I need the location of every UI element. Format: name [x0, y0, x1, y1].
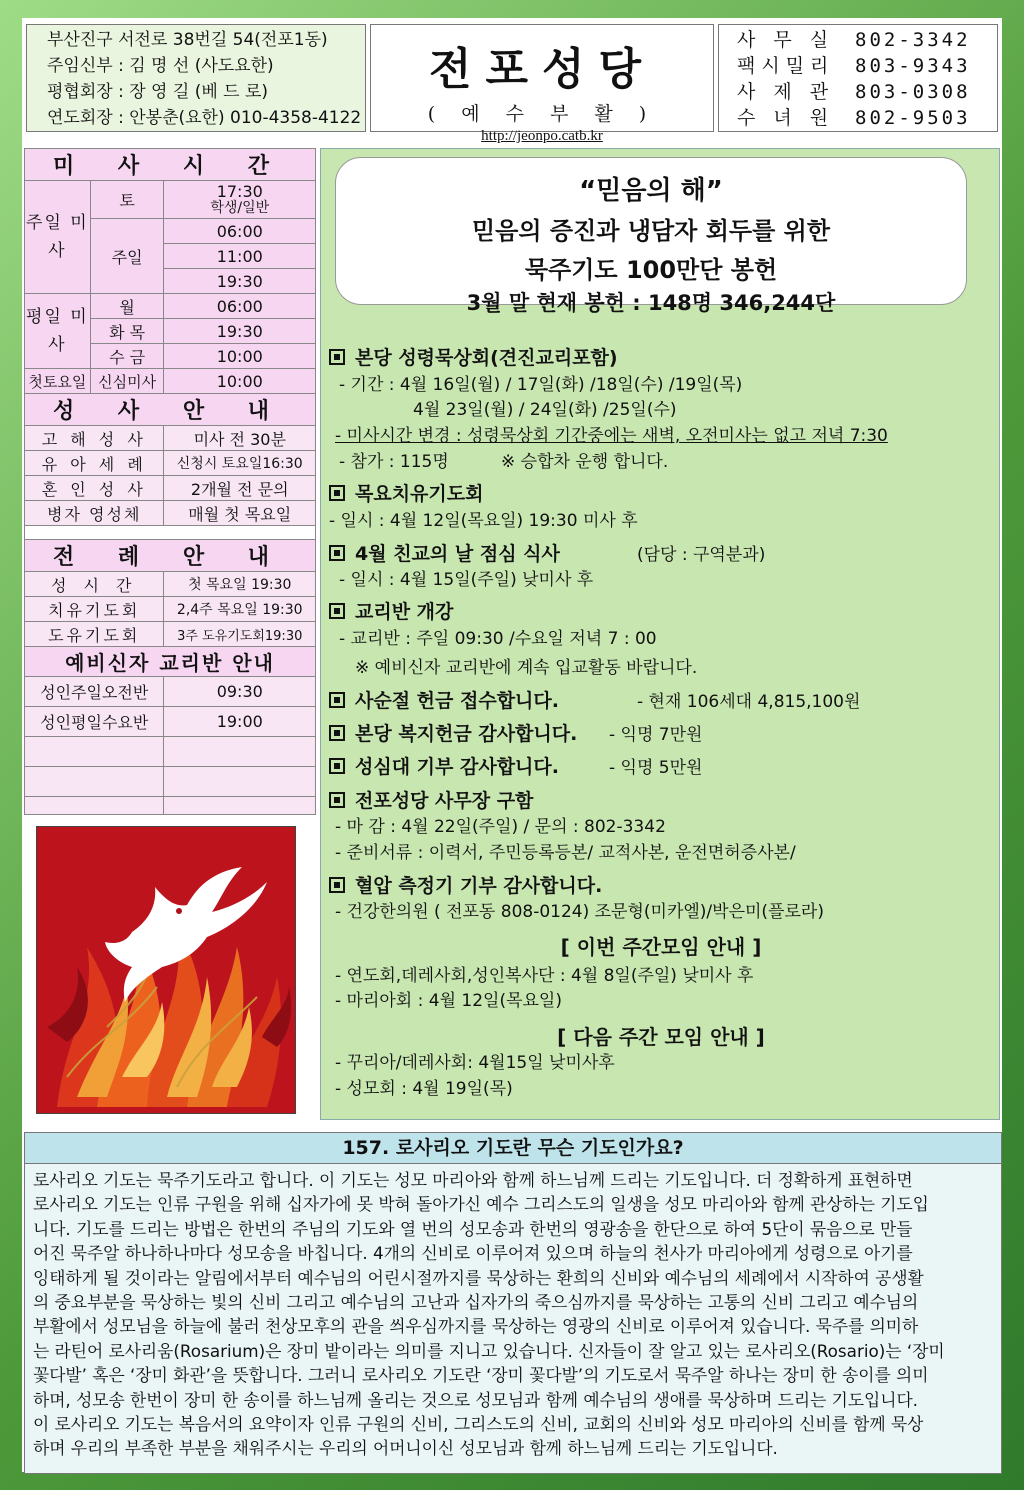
sacrament-value: 미사 전 30분	[164, 426, 316, 451]
altar-title: 성심대 기부 감사합니다.	[355, 756, 559, 778]
office-deadline: - 마 감 : 4월 22일(주일) / 문의 : 802-3342	[335, 817, 666, 837]
rosary-qa-text	[25, 1164, 1001, 1461]
rosary-text-line: 니다. 기도를 드리는 방법은 한번의 주님의 기도와 열 번의 성모송과 한번의 영광송을 한단으로 하여 5단이 묶음으로 만들	[33, 1218, 913, 1239]
liturgy-schedule	[164, 572, 316, 597]
banner-current-count: 3월 말 현재 봉헌 : 148명 346,244단	[466, 291, 836, 315]
bullet-square-icon	[329, 692, 345, 708]
catechumen-time: 19:00	[164, 707, 316, 737]
liturgy-name: 성 시 간	[25, 572, 164, 597]
phone-row	[719, 105, 997, 131]
weekday-mass-group: 평일 미사	[25, 294, 91, 369]
header-phone-box	[718, 24, 998, 132]
office-title: 전포성당 사무장 구함	[355, 790, 534, 812]
sacrament-name: 혼 인 성 사	[25, 476, 164, 501]
first-saturday-time: 10:00	[164, 369, 316, 394]
bullet-square-icon	[329, 485, 345, 501]
rosary-text-line: 꽃다발’ 혹은 ‘장미 화관’을 뜻합니다. 그러니 로사리오 기도란 ‘장미 꽃다발’의 기도로서 묵주알 하나는 장미 한 송이를 의미	[33, 1365, 929, 1386]
tue-thu-label: 화 목	[90, 319, 164, 344]
sacrament-name: 고 해 성 사	[25, 426, 164, 451]
altar-value: - 익명 5만원	[609, 758, 703, 778]
liturgy-title: 전 례 안 내	[25, 540, 316, 572]
bullet-square-icon	[329, 877, 345, 893]
next-week-item: - 성모회 : 4월 19일(목)	[335, 1079, 513, 1099]
rosary-text-line: 잉태하게 될 것이라는 알림에서부터 예수님의 어린시절까지를 묵상하는 환희의 신비와 예수님의 세례에서 시작하여 공생활	[33, 1267, 924, 1288]
empty-cell	[164, 737, 316, 767]
phone-label: 사 제 관	[737, 81, 835, 103]
pastor-line: 주임신부 : 김 명 선 (사도요한)	[47, 56, 274, 76]
header-address-box	[26, 24, 366, 132]
phone-number: 803-9343	[855, 55, 971, 77]
retreat-bus-note: ※ 승합차 운행 합니다.	[501, 452, 669, 472]
wed-fri-time: 10:00	[164, 344, 316, 369]
bullet-square-icon	[329, 349, 345, 365]
council-line: 평협회장 : 장 영 길 (베 드 로)	[47, 82, 269, 102]
this-week-item: - 마리아회 : 4월 12일(목요일)	[335, 991, 562, 1011]
phone-label: 수 녀 원	[737, 107, 835, 129]
office-heading	[329, 786, 533, 813]
bullet-square-icon	[329, 792, 345, 808]
rosary-text-line: 로사리오 기도는 인류 구원을 위해 십자가에 못 박혀 돌아가신 예수 그리스도의 일생을 성모 마리아와 함께 관상하는 기도입	[33, 1194, 929, 1215]
faith-year-banner	[335, 157, 967, 315]
catechumen-time: 09:30	[164, 677, 316, 707]
healing-title: 목요치유기도회	[355, 483, 484, 505]
healing-date: - 일시 : 4월 12일(목요일) 19:30 미사 후	[329, 511, 638, 531]
mass-schedule-title: 미 사 시 간	[25, 149, 316, 181]
schedule-table	[24, 148, 316, 815]
retreat-heading	[329, 343, 618, 370]
empty-cell	[25, 797, 164, 815]
lent-title: 사순절 헌금 접수합니다.	[355, 690, 559, 712]
header-title-box	[370, 24, 714, 144]
retreat-attendance: - 참가 : 115명	[339, 452, 449, 472]
empty-cell	[164, 767, 316, 797]
welfare-heading	[329, 719, 577, 746]
notices-panel	[320, 148, 1000, 1120]
catechumen-title: 예비신자 교리반 안내	[25, 647, 316, 677]
class-time: - 교리반 : 주일 09:30 /수요일 저녁 7 : 00	[339, 629, 657, 649]
monday-label: 월	[90, 294, 164, 319]
this-week-item: - 연도회,데레사회,성인복사단 : 4월 8일(주일) 낮미사 후	[335, 966, 754, 986]
rosary-text-line: 로사리오 기도는 묵주기도라고 합니다. 이 기도는 성모 마리아와 함께 하느님께 드리는 기도입니다. 더 정확하게 표현하면	[33, 1170, 913, 1190]
catechumen-class: 성인주일오전반	[25, 677, 164, 707]
phone-row	[719, 79, 997, 105]
sunday-mass-group: 주일 미사	[25, 181, 91, 294]
tue-thu-time: 19:30	[164, 319, 316, 344]
saturday-note: 학생/일반	[210, 199, 270, 216]
rosary-text-line: 하며, 성모송 한번이 장미 한 송이를 하느님께 올리는 것으로 성모님과 함께 예수님의 생애를 묵상하며 드리는 기도입니다.	[33, 1389, 919, 1410]
saturday-time: 17:30	[216, 181, 263, 201]
retreat-mass-change: - 미사시간 변경 : 성령묵상회 기간중에는 새벽, 오전미사는 없고 저녁 7:30	[335, 426, 888, 446]
church-name: 전포성당	[428, 44, 655, 95]
liturgy-day: 3주 도유기도회	[177, 628, 265, 644]
sacrament-name: 유 아 세 례	[25, 451, 164, 476]
lunch-heading	[329, 539, 560, 566]
lunch-title: 4월 친교의 날 점심 식사	[355, 543, 560, 565]
this-week-title: [ 이번 주간모임 안내 ]	[560, 935, 762, 959]
phone-number: 803-0308	[855, 81, 971, 103]
sunday-time: 11:00	[164, 244, 316, 269]
retreat-period-2: 4월 23일(월) / 24일(화) /25일(수)	[413, 400, 677, 420]
spacer-row	[25, 526, 316, 540]
monday-time: 06:00	[164, 294, 316, 319]
bullet-square-icon	[329, 725, 345, 741]
welfare-title: 본당 복지헌금 감사합니다.	[355, 723, 578, 745]
phone-row	[719, 53, 997, 79]
sunday-label: 주일	[90, 219, 164, 294]
class-heading	[329, 597, 453, 624]
rosary-text-line: 이 로사리오 기도는 복음서의 요약이자 인류 구원의 신비, 그리스도의 신비, 교회의 신비와 성모 마리아의 신비를 함께 묵상	[33, 1414, 924, 1435]
retreat-title: 본당 성령묵상회(견진교리포함)	[355, 347, 618, 369]
rosary-qa-box	[24, 1132, 1002, 1474]
bp-heading	[329, 871, 602, 898]
class-note: ※ 예비신자 교리반에 계속 입교활동 바랍니다.	[355, 658, 698, 678]
bp-donor: - 건강한의원 ( 전포동 808-0124) 조문형(미카엘)/박은미(플로라)	[335, 902, 824, 922]
class-title: 교리반 개강	[355, 601, 454, 623]
bp-title: 혈압 측정기 기부 감사합니다.	[355, 875, 603, 897]
office-docs: - 준비서류 : 이력서, 주민등록등본/ 교적사본, 운전면허증사본/	[335, 843, 796, 863]
wed-fri-label: 수 금	[90, 344, 164, 369]
sunday-time: 19:30	[164, 269, 316, 294]
sacrament-title: 성 사 안 내	[25, 394, 316, 426]
bullet-square-icon	[329, 545, 345, 561]
bullet-square-icon	[329, 603, 345, 619]
lunch-charge: (담당 : 구역분과)	[637, 545, 766, 565]
rosary-text-line: 의 중요부분을 묵상하는 빛의 신비 그리고 예수님의 고난과 십자가의 죽으심까지를 묵상하는 고통의 신비 그리고 예수님의	[33, 1292, 919, 1313]
sunday-time: 06:00	[164, 219, 316, 244]
altar-heading	[329, 752, 559, 779]
bullet-square-icon	[329, 758, 345, 774]
liturgy-time: 19:30	[251, 577, 292, 593]
lent-value: - 현재 106세대 4,815,100원	[637, 692, 861, 712]
saturday-time-cell	[164, 181, 316, 219]
liturgy-name: 치유기도회	[25, 597, 164, 622]
liturgy-name: 도유기도회	[25, 622, 164, 647]
sacrament-value: 신청시 토요일16:30	[164, 451, 316, 476]
sacrament-value: 매월 첫 목요일	[164, 501, 316, 526]
phone-number: 802-3342	[855, 29, 971, 51]
rosary-qa-title: 157. 로사리오 기도란 무슨 기도인가요?	[25, 1133, 1001, 1164]
liturgy-day: 2,4주 목요일	[176, 602, 258, 618]
phone-number: 802-9503	[855, 107, 971, 129]
liturgy-time: 19:30	[264, 628, 303, 644]
empty-cell	[25, 737, 164, 767]
rosary-text-line: 하며 우리의 부족한 부분을 채워주시는 우리의 어머니이신 성모님과 함께 하느님께 드리는 기도입니다.	[33, 1438, 778, 1459]
lunch-date: - 일시 : 4월 15일(주일) 낮미사 후	[339, 570, 594, 590]
phone-row	[719, 27, 997, 53]
welfare-value: - 익명 7만원	[609, 725, 703, 745]
rosary-text-line: 어진 묵주알 하나하나마다 성모송을 바칩니다. 4개의 신비로 이루어져 있으며 하늘의 천사가 마리아에게 성령으로 아기를	[33, 1243, 913, 1264]
holy-spirit-dove-image	[36, 826, 296, 1114]
address-line: 부산진구 서전로 38번길 54(전포1동)	[47, 30, 328, 50]
first-saturday-label: 첫토요일	[25, 369, 91, 394]
sacrament-value: 2개월 전 문의	[164, 476, 316, 501]
liturgy-day: 첫 목요일	[188, 577, 247, 593]
church-subtitle: ( 예 수 부 활 )	[427, 103, 657, 125]
liturgy-time: 19:30	[262, 602, 303, 618]
liturgy-schedule	[164, 597, 316, 622]
sacrament-name: 병자 영성체	[25, 501, 164, 526]
schedule-column	[24, 148, 316, 812]
saturday-label: 토	[90, 181, 164, 219]
catechumen-class: 성인평일수요반	[25, 707, 164, 737]
yeondo-line: 연도회장 : 안봉춘(요한) 010-4358-4122	[47, 108, 362, 128]
banner-subtitle: 믿음의 증진과 냉담자 회두를 위한	[472, 217, 830, 245]
banner-rosary-goal: 묵주기도 100만단 봉헌	[524, 256, 778, 284]
banner-title: “믿음의 해”	[579, 176, 723, 206]
next-week-title: [ 다음 주간 모임 안내 ]	[557, 1025, 765, 1049]
empty-cell	[25, 767, 164, 797]
next-week-item: - 꾸리아/데레사회: 4월15일 낮미사후	[335, 1053, 615, 1073]
rosary-text-line: 는 라틴어 로사리움(Rosarium)은 장미 밭이라는 의미를 지니고 있습니다. 신자들이 잘 알고 있는 로사리오(Rosario)는 ‘장미	[33, 1340, 945, 1361]
retreat-period-1: - 기간 : 4월 16일(월) / 17일(화) /18일(수) /19일(목)	[339, 375, 743, 395]
lent-heading	[329, 686, 559, 713]
first-saturday-mass: 신심미사	[90, 369, 164, 394]
empty-cell	[164, 797, 316, 815]
phone-label: 팩시밀리	[737, 55, 835, 77]
healing-heading	[329, 479, 483, 506]
church-url-link[interactable]: http://jeonpo.catb.kr	[481, 128, 603, 144]
liturgy-schedule	[164, 622, 316, 647]
phone-label: 사 무 실	[737, 29, 835, 51]
rosary-text-line: 부활에서 성모님을 하늘에 불러 천상모후의 관을 씌우심까지를 묵상하는 영광의 신비로 이루어져 있습니다. 묵주를 의미하	[33, 1316, 919, 1337]
